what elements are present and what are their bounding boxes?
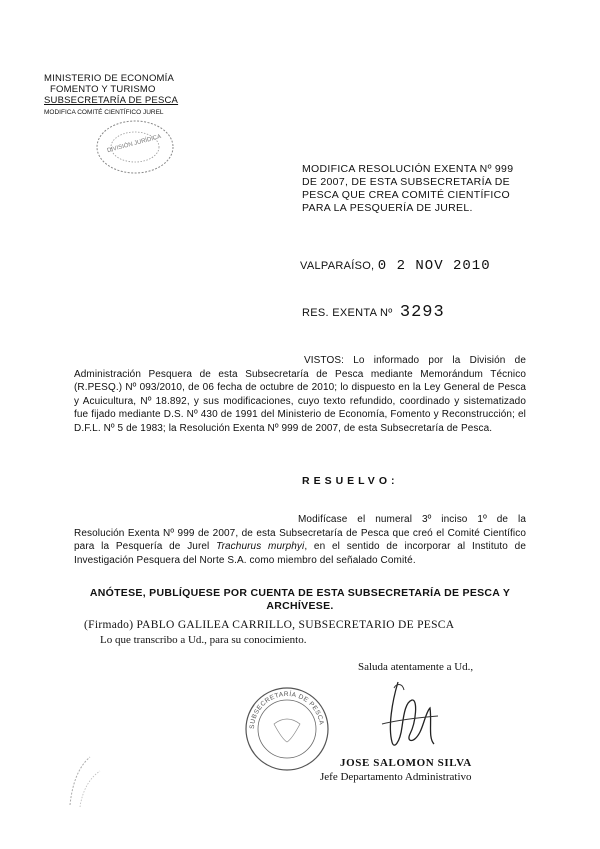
body-paragraph — [74, 513, 526, 567]
official-seal — [242, 684, 332, 774]
signer-title: Jefe Departamento Administrativo — [320, 771, 472, 783]
handwritten-signature — [368, 672, 448, 762]
stamp-top-text: DIVISIÓN JURÍDICA — [106, 133, 162, 155]
division-stamp — [92, 116, 178, 178]
signer-name: JOSE SALOMON SILVA — [340, 757, 472, 769]
transcribo-line: Lo que transcribo a Ud., para su conocimiento. — [100, 634, 307, 646]
species-name: Trachurus murphyi — [216, 541, 305, 552]
anotese-statement: ANÓTESE, PUBLÍQUESE POR CUENTA DE ESTA SUBSECRETARÍA DE PESCA Y ARCHÍVESE. — [89, 587, 511, 612]
saluda-line: Saluda atentamente a Ud., — [358, 661, 474, 673]
place-date — [300, 258, 491, 274]
reference-block: MODIFICA RESOLUCIÓN EXENTA Nº 999 DE 2007, DE ESTA SUBSECRETARÍA DE PESCA QUE CREA COMITÉ CIENTÍFICO PARA LA PESQUERÍA DE JUREL. — [302, 163, 514, 214]
subject-line: MODIFICA COMITÉ CIENTÍFICO JUREL — [44, 109, 164, 116]
fomento-line: FOMENTO Y TURISMO — [50, 84, 156, 95]
resolution-number-line — [302, 303, 445, 322]
date-stamp: 0 2 NOV 2010 — [377, 258, 491, 274]
vistos-label: VISTOS: — [304, 355, 344, 366]
faint-corner-stamp — [60, 745, 130, 815]
res-number: 3293 — [399, 303, 445, 322]
subsecretaria-name: SUBSECRETARÍA DE PESCA — [44, 95, 179, 106]
vistos-paragraph — [74, 354, 526, 435]
body-part2: , en el sentido de incorporar al Instituto de Investigación Pesquera del Norte S.A. como miembro del señalado Comité. — [74, 541, 526, 566]
vistos-text: Lo informado por la División de Administración Pesquera de esta Subsecretaría de Pesca mediante Memorándum Técnico (R.PESQ.) Nº 093/2010, de 06 fecha de octubre de 2010; lo dispuesto en la Ley General de Pesca y Acuicultura, Nº 18.892, y sus modificaciones, cuyo texto refundido, coordinado y sistematizado fue fijado mediante D.S. Nº 430 de 1991 del Ministerio de Economía, Fomento y Reconstrucción; el D.F.L. Nº 5 de 1983; la Resolución Exenta Nº 999 de 2007, de esta Subsecretaría de Pesca. — [74, 355, 526, 434]
seal-ring-text: SUBSECRETARÍA DE PESCA — [248, 690, 325, 730]
ministry-name: MINISTERIO DE ECONOMÍA — [44, 73, 175, 84]
res-label: RES. EXENTA Nº — [302, 307, 393, 319]
svg-text:SUBSECRETARÍA DE PESCA — [249, 689, 325, 729]
header-block — [44, 73, 178, 118]
body-part1: Modifícase el numeral 3º inciso 1º de la Resolución Exenta Nº 999 de 2007, de esta Subsecretaría de Pesca que creó el Comité Científico para la Pesquería de Jurel — [74, 514, 526, 552]
place-name: VALPARAÍSO, — [300, 260, 375, 272]
resuelvo-heading: RESUELVO: — [302, 475, 399, 487]
firmado-line: (Firmado) PABLO GALILEA CARRILLO, SUBSECRETARIO DE PESCA — [84, 619, 455, 631]
